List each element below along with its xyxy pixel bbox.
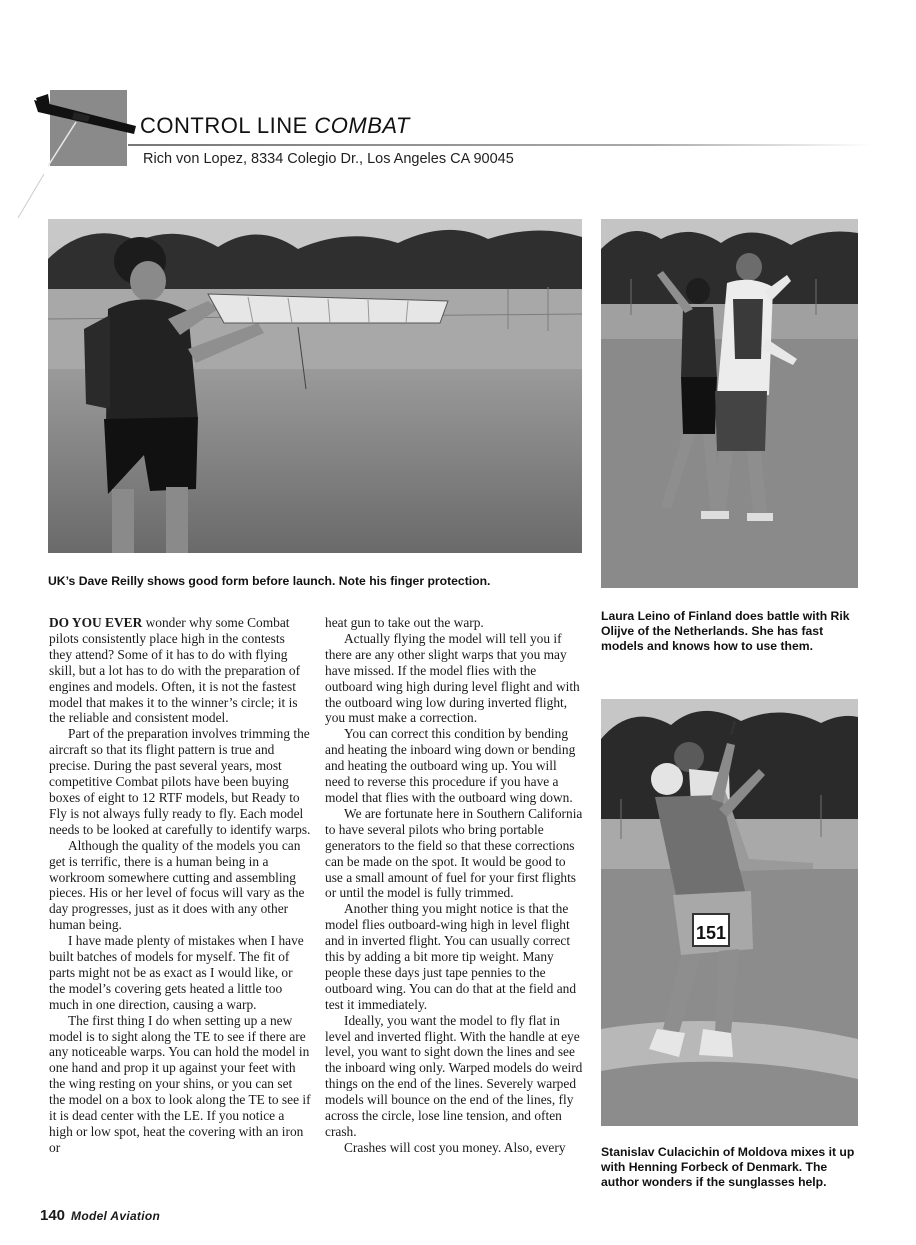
article-paragraph: Another thing you might notice is that the model flies outboard-wing high in level flight and in inverted flight. You can usually correct this by adding a bit more tip weight. Many people these days just tape pennies to the outboard wing. You can do that at the field and test it immediately. [325,901,577,1012]
article-paragraph: heat gun to take out the warp. [325,615,484,630]
section-title: CONTROL LINE COMBAT [140,113,410,138]
columnist-address: Rich von Lopez, 8334 Colegio Dr., Los Angeles CA 90045 [143,151,514,167]
airplane-logo-icon [14,92,144,222]
article-paragraph: Part of the preparation involves trimming the aircraft so that its flight pattern is true and precise. During the past several years, most competitive Combat pilots have been buying boxes of eight to 12 RTF models, but Ready to Fly is not always fully ready to fly. Each model needs to be looked at carefully to identify warps. [49,726,311,837]
article-paragraph: Although the quality of the models you can get is terrific, there is a human being in a workroom somewhere cutting and assembling pieces. His or her level of focus will vary as the day progresses, just as it does with any other human being. [49,837,305,933]
photo-dave-reilly [48,219,582,553]
photo-caption: Laura Leino of Finland does battle with Rik Olijve of the Netherlands. She has fast models and knows how to use them. [601,609,850,653]
article-paragraph: DO YOU EVER wonder why some Combat pilots consistently place high in the contests they attend? Some of it has to do with flying skill, but a lot has to do with the preparation of engines and models. Often, it is not the fastest model that makes it to the winner’s circle; it is the reliable and consistent model. [49,615,301,726]
photo-caption: Stanislav Culacichin of Moldova mixes it up with Henning Forbeck of Denmark. The author wonders if the sunglasses help. [601,1145,855,1189]
photo-culacichin-forbeck [601,699,858,1126]
article-paragraph: We are fortunate here in Southern California to have several pilots who bring portable generators to the field so that these corrections can be made on the spot. It would be good to use a small amount of fuel for your first flights or until the model is fully trimmed. [325,805,583,901]
lead-in: DO YOU EVER [49,615,143,630]
article-column-2 [325,615,585,1156]
article-paragraph: You can correct this condition by bending and heating the inboard wing down or bending and heating the outboard wing up. You will need to reverse this procedure if you have a model that flies with the outboard wing down. [325,726,576,805]
bib-number: 151 [695,923,727,943]
article-paragraph: Crashes will cost you money. Also, every [344,1139,566,1155]
article-column-1 [49,615,311,1156]
page-footer [40,1207,160,1224]
article-paragraph: Actually flying the model will tell you if there are any other slight warps that you may have missed. If the model flies with the outboard wing high during level flight and with the outboard wing low during inverted flight, you must make a correction. [325,630,580,726]
article-paragraph: Ideally, you want the model to fly flat in level and inverted flight. With the handle at eye level, you want to sight down the lines and see the inboard wing only. Warped models do weird things on the end of the lines. Severely warped models will bounce on the end of the lines, fly across the circle, lose line tension, and often crash. [325,1012,583,1139]
photo-laura-leino-rik-olijve [601,219,858,588]
article-paragraph: I have made plenty of mistakes when I have built batches of models for myself. The fit of parts might not be as exact as I would like, or the model’s covering gets heated a little too much in one direction, causing a warp. [49,933,304,1012]
article-paragraph: The first thing I do when setting up a new model is to sight along the TE to see if there are any noticeable warps. You can hold the model in one hand and prop it up against your feet with the wing resting on your shins, or you can set the model on a box to look along the TE to see if it is dead center with the LE. If you notice a high or low spot, heat the covering with an iron or [49,1012,311,1155]
photo-caption: UK’s Dave Reilly shows good form before launch. Note his finger protection. [48,574,491,588]
header-rule [128,144,873,146]
page-number: 140 [40,1207,66,1224]
magazine-name: Model Aviation [71,1209,161,1223]
